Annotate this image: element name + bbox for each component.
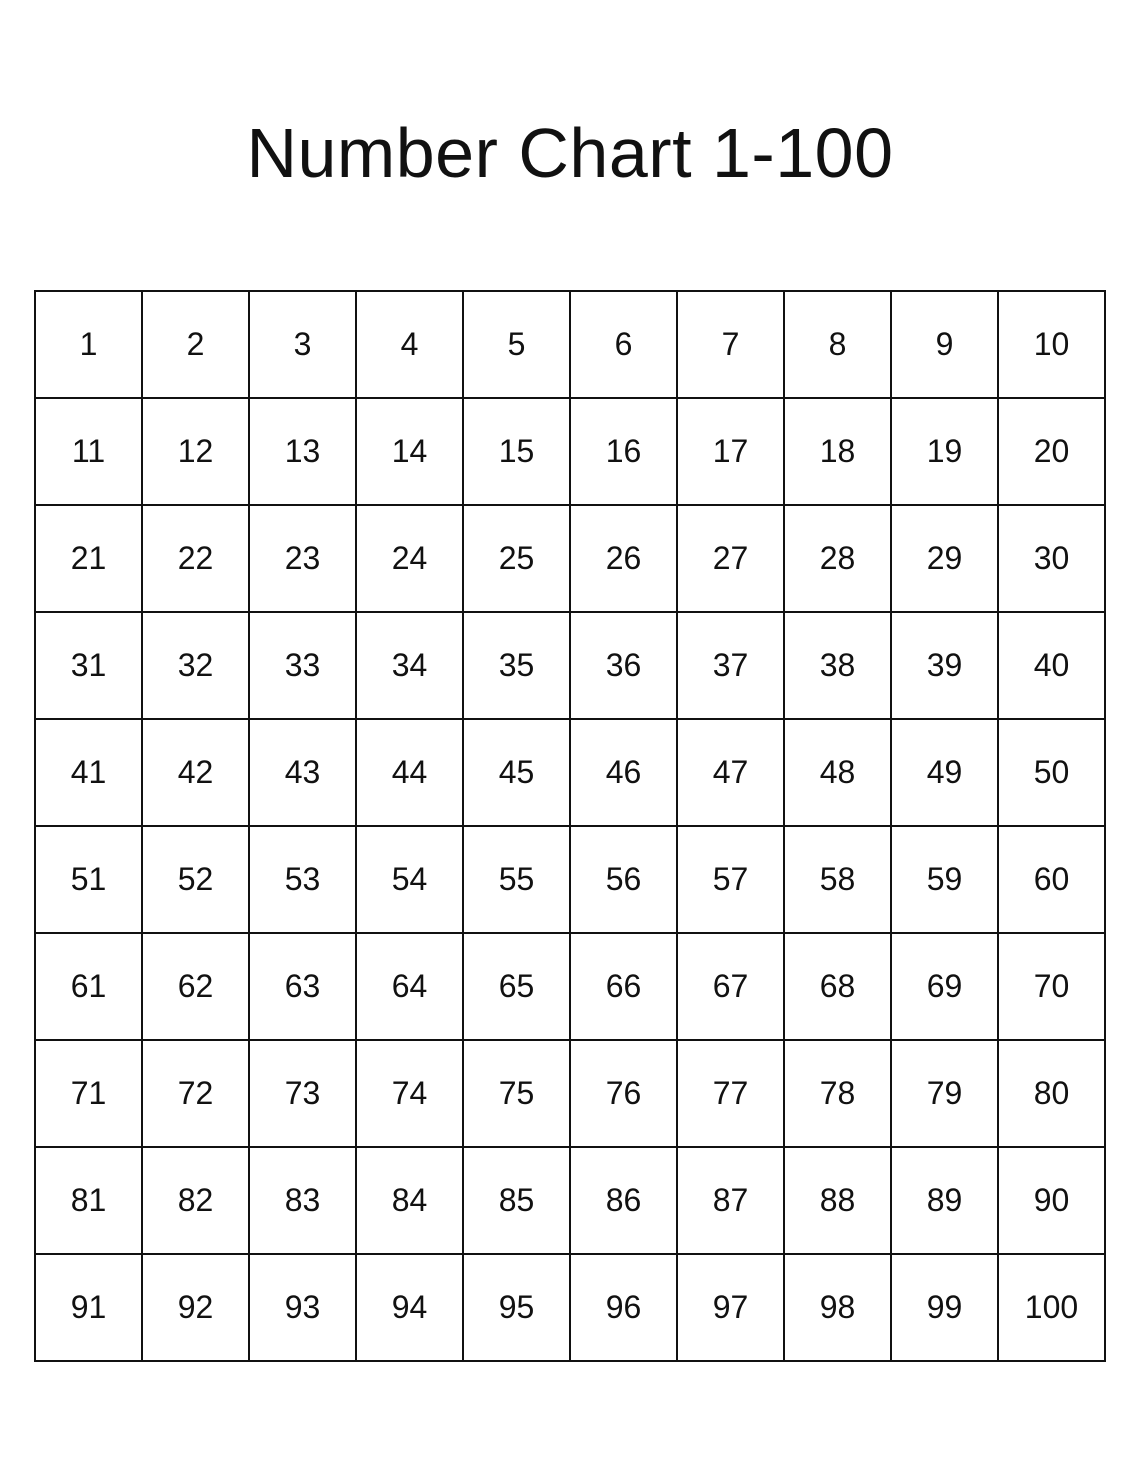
grid-cell: 80	[998, 1040, 1105, 1147]
grid-cell: 63	[249, 933, 356, 1040]
grid-cell: 89	[891, 1147, 998, 1254]
grid-cell: 18	[784, 398, 891, 505]
grid-cell: 77	[677, 1040, 784, 1147]
grid-cell: 24	[356, 505, 463, 612]
grid-cell: 100	[998, 1254, 1105, 1361]
grid-cell: 54	[356, 826, 463, 933]
grid-cell: 73	[249, 1040, 356, 1147]
grid-cell: 96	[570, 1254, 677, 1361]
grid-cell: 79	[891, 1040, 998, 1147]
grid-cell: 38	[784, 612, 891, 719]
grid-cell: 4	[356, 291, 463, 398]
grid-cell: 61	[35, 933, 142, 1040]
grid-cell: 72	[142, 1040, 249, 1147]
grid-cell: 51	[35, 826, 142, 933]
grid-cell: 47	[677, 719, 784, 826]
grid-row	[35, 398, 1105, 505]
grid-cell: 50	[998, 719, 1105, 826]
grid-row	[35, 1254, 1105, 1361]
grid-cell: 76	[570, 1040, 677, 1147]
grid-cell: 8	[784, 291, 891, 398]
grid-cell: 40	[998, 612, 1105, 719]
grid-cell: 46	[570, 719, 677, 826]
grid-cell: 19	[891, 398, 998, 505]
grid-cell: 35	[463, 612, 570, 719]
grid-cell: 11	[35, 398, 142, 505]
grid-cell: 93	[249, 1254, 356, 1361]
grid-cell: 88	[784, 1147, 891, 1254]
grid-row	[35, 505, 1105, 612]
grid-cell: 53	[249, 826, 356, 933]
grid-cell: 14	[356, 398, 463, 505]
grid-cell: 41	[35, 719, 142, 826]
grid-cell: 36	[570, 612, 677, 719]
grid-cell: 21	[35, 505, 142, 612]
grid-cell: 64	[356, 933, 463, 1040]
grid-cell: 12	[142, 398, 249, 505]
grid-row	[35, 719, 1105, 826]
grid-cell: 52	[142, 826, 249, 933]
grid-cell: 65	[463, 933, 570, 1040]
grid-cell: 90	[998, 1147, 1105, 1254]
grid-cell: 71	[35, 1040, 142, 1147]
grid-cell: 78	[784, 1040, 891, 1147]
grid-cell: 39	[891, 612, 998, 719]
grid-cell: 13	[249, 398, 356, 505]
grid-cell: 94	[356, 1254, 463, 1361]
grid-cell: 56	[570, 826, 677, 933]
grid-cell: 30	[998, 505, 1105, 612]
grid-cell: 58	[784, 826, 891, 933]
grid-row	[35, 933, 1105, 1040]
grid-cell: 34	[356, 612, 463, 719]
grid-cell: 82	[142, 1147, 249, 1254]
grid-cell: 7	[677, 291, 784, 398]
grid-cell: 83	[249, 1147, 356, 1254]
grid-cell: 60	[998, 826, 1105, 933]
grid-cell: 45	[463, 719, 570, 826]
grid-cell: 10	[998, 291, 1105, 398]
grid-row	[35, 826, 1105, 933]
grid-cell: 15	[463, 398, 570, 505]
grid-cell: 62	[142, 933, 249, 1040]
grid-row	[35, 1040, 1105, 1147]
page-title: Number Chart 1-100	[246, 114, 894, 192]
grid-cell: 85	[463, 1147, 570, 1254]
grid-cell: 74	[356, 1040, 463, 1147]
grid-cell: 1	[35, 291, 142, 398]
grid-cell: 48	[784, 719, 891, 826]
number-chart-grid	[34, 290, 1106, 1362]
grid-cell: 49	[891, 719, 998, 826]
grid-cell: 91	[35, 1254, 142, 1361]
grid-row	[35, 612, 1105, 719]
grid-cell: 57	[677, 826, 784, 933]
grid-cell: 42	[142, 719, 249, 826]
grid-cell: 87	[677, 1147, 784, 1254]
grid-cell: 33	[249, 612, 356, 719]
grid-cell: 59	[891, 826, 998, 933]
grid-cell: 32	[142, 612, 249, 719]
grid-cell: 2	[142, 291, 249, 398]
grid-cell: 3	[249, 291, 356, 398]
grid-cell: 17	[677, 398, 784, 505]
grid-cell: 20	[998, 398, 1105, 505]
grid-row	[35, 1147, 1105, 1254]
grid-cell: 43	[249, 719, 356, 826]
grid-cell: 84	[356, 1147, 463, 1254]
grid-cell: 26	[570, 505, 677, 612]
grid-cell: 55	[463, 826, 570, 933]
grid-cell: 37	[677, 612, 784, 719]
grid-cell: 44	[356, 719, 463, 826]
grid-cell: 6	[570, 291, 677, 398]
grid-body	[35, 291, 1105, 1361]
grid-cell: 98	[784, 1254, 891, 1361]
grid-cell: 23	[249, 505, 356, 612]
grid-cell: 31	[35, 612, 142, 719]
grid-cell: 28	[784, 505, 891, 612]
grid-cell: 69	[891, 933, 998, 1040]
grid-cell: 16	[570, 398, 677, 505]
grid-cell: 92	[142, 1254, 249, 1361]
grid-cell: 27	[677, 505, 784, 612]
grid-cell: 99	[891, 1254, 998, 1361]
grid-cell: 25	[463, 505, 570, 612]
grid-cell: 67	[677, 933, 784, 1040]
grid-cell: 29	[891, 505, 998, 612]
grid-cell: 70	[998, 933, 1105, 1040]
grid-cell: 22	[142, 505, 249, 612]
grid-cell: 97	[677, 1254, 784, 1361]
grid-cell: 75	[463, 1040, 570, 1147]
grid-cell: 68	[784, 933, 891, 1040]
grid-cell: 95	[463, 1254, 570, 1361]
grid-cell: 81	[35, 1147, 142, 1254]
grid-cell: 9	[891, 291, 998, 398]
grid-cell: 66	[570, 933, 677, 1040]
grid-cell: 5	[463, 291, 570, 398]
grid-row	[35, 291, 1105, 398]
grid-cell: 86	[570, 1147, 677, 1254]
